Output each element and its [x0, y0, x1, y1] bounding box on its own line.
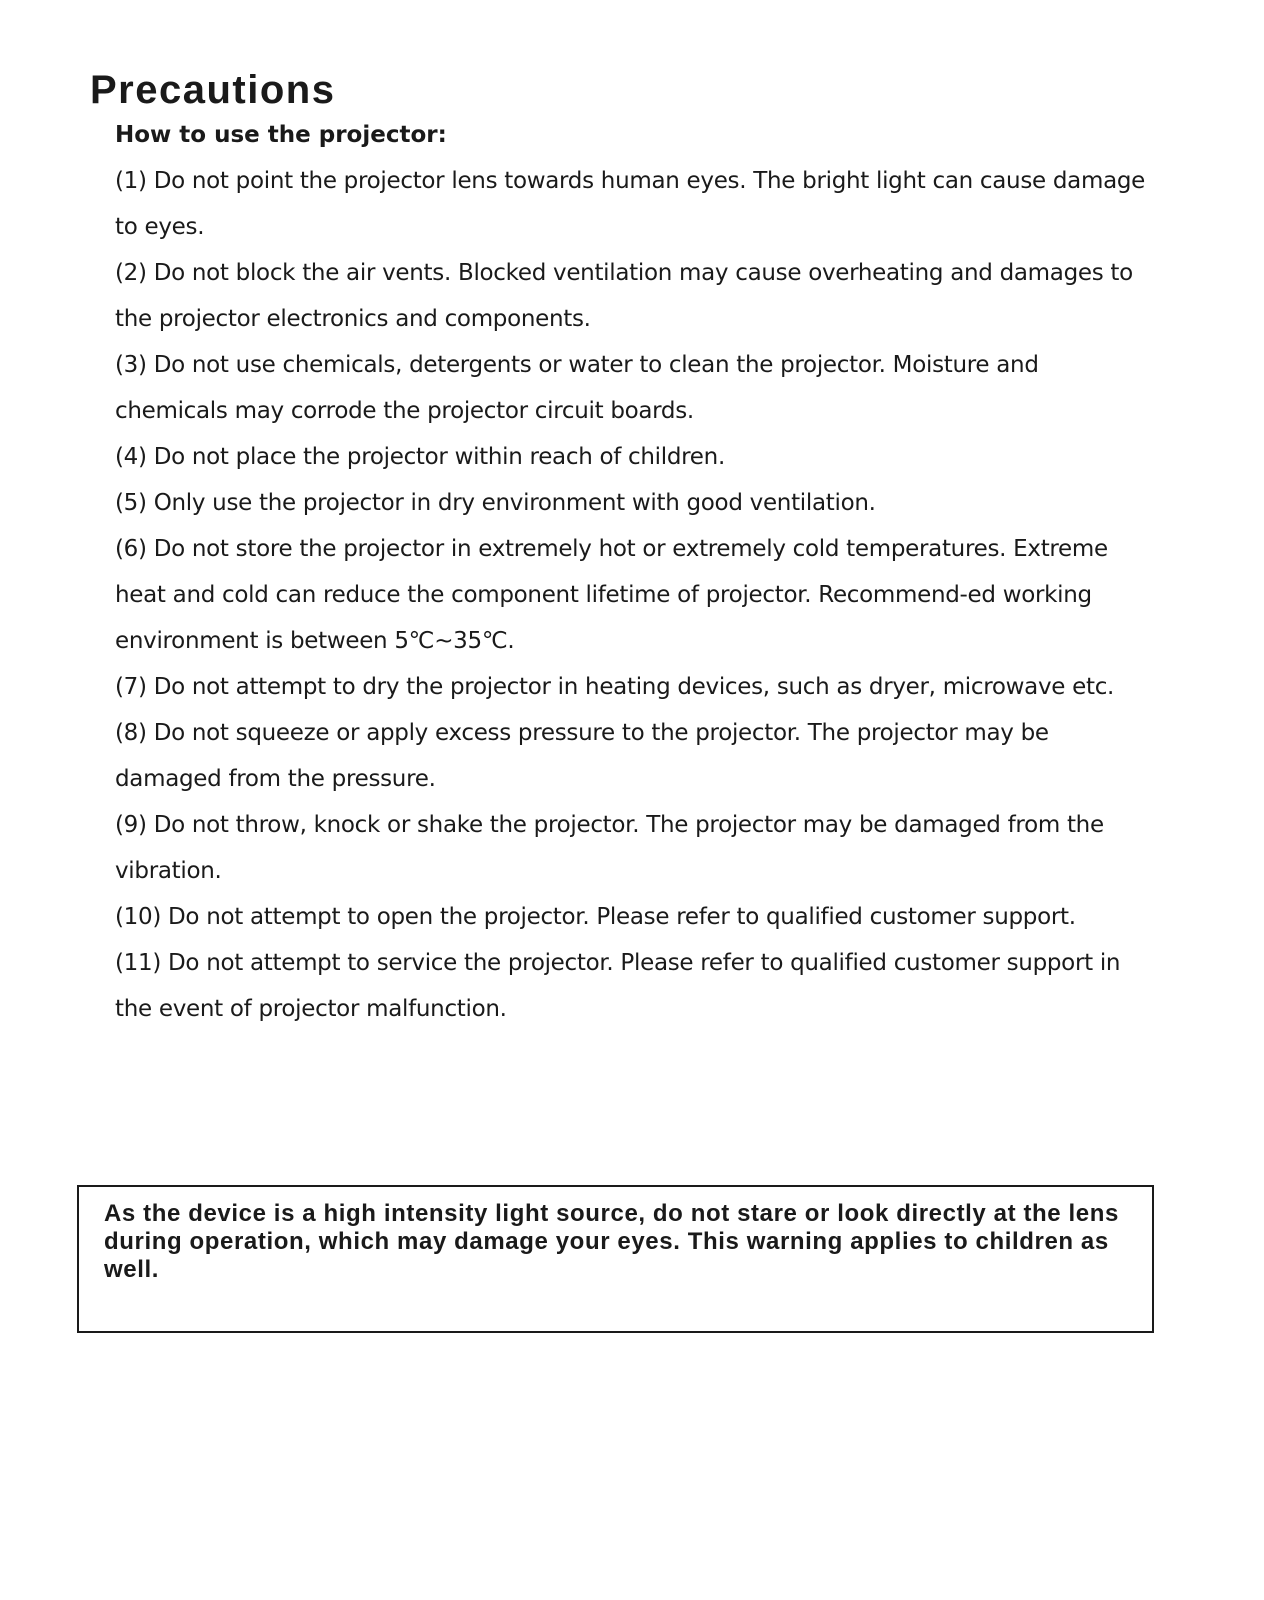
warning-text: As the device is a high intensity light source, do not stare or look directly at the lens during operation, which may damage your eyes. This warning applies to children as well.: [104, 1200, 1119, 1283]
precaution-item-5: (5) Only use the projector in dry environment with good ventilation.: [115, 490, 876, 516]
precaution-item-7: (7) Do not attempt to dry the projector in heating devices, such as dryer, microwave etc.: [115, 674, 1115, 700]
precaution-item-2: (2) Do not block the air vents. Blocked ventilation may cause overheating and damages to the projector electronics and components.: [115, 260, 1133, 332]
precaution-item-9: (9) Do not throw, knock or shake the projector. The projector may be damaged from the vibration.: [115, 812, 1104, 884]
precaution-item-10: (10) Do not attempt to open the projector. Please refer to qualified customer support.: [115, 904, 1076, 930]
usage-section: [115, 112, 1155, 1032]
section-heading: How to use the projector:: [115, 122, 447, 148]
precaution-item-1: (1) Do not point the projector lens towards human eyes. The bright light can cause damage to eyes.: [115, 168, 1146, 240]
precaution-item-8: (8) Do not squeeze or apply excess pressure to the projector. The projector may be damaged from the pressure.: [115, 720, 1049, 792]
precaution-item-4: (4) Do not place the projector within reach of children.: [115, 444, 725, 470]
precaution-list: [115, 158, 1155, 1032]
warning-box: [77, 1185, 1154, 1333]
precaution-item-11: (11) Do not attempt to service the projector. Please refer to qualified customer support in the event of projector malfunction.: [115, 950, 1121, 1022]
precaution-item-6: (6) Do not store the projector in extremely hot or extremely cold temperatures. Extreme heat and cold can reduce the component lifetime of projector. Recommend-ed working environment is between 5℃~35℃.: [115, 536, 1108, 654]
page-title: Precautions: [90, 68, 336, 112]
precaution-item-3: (3) Do not use chemicals, detergents or water to clean the projector. Moisture and chemicals may corrode the projector circuit boards.: [115, 352, 1039, 424]
